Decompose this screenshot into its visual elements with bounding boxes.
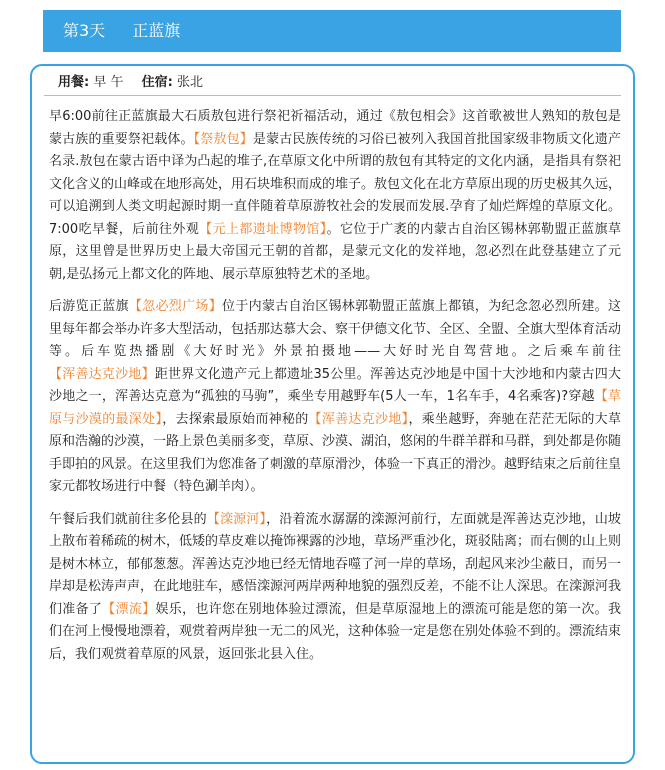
paragraph <box>49 509 621 667</box>
highlighted-attraction: 【忽必烈广场】 <box>128 299 223 314</box>
stay-label: 住宿: <box>141 75 173 90</box>
stay-value: 张北 <box>176 75 203 90</box>
highlighted-attraction: 【草原与沙漠的最深处】 <box>49 389 621 427</box>
paragraph-text: 位于内蒙古自治区锡林郭勒盟正蓝旗上都镇，为纪念忽必烈所建。这里每年都会举办许多大型活动，包括那达慕大会、察干伊德文化节、全区、全盟、全旗大型体育活动等。后车览热播剧《大好时光》外景拍摄地——大好时光自驾营地。之后乘车前往 <box>49 299 622 359</box>
paragraph-text: 娱乐，也许您在别地体验过漂流，但是草原湿地上的漂流可能是您的第一次。我们在河上慢慢地漂着，观赏着两岸独一无二的风光，这种体验一定是您在别处体验不到的。漂流结束后，我们观赏着草原的风景，返回张北县入住。 <box>49 601 622 662</box>
meal-lodging-info <box>44 70 621 96</box>
meal-value: 早 午 <box>93 75 124 90</box>
highlighted-attraction: 【元上都遗址博物馆】 <box>199 221 327 237</box>
itinerary-description <box>49 106 621 676</box>
paragraph-text: 后游览正蓝旗 <box>49 299 129 314</box>
highlighted-attraction: 【浑善达克沙地】 <box>49 366 155 382</box>
paragraph-text: 是蒙古民族传统的习俗已被列入我国首批国家级非物质文化遗产名录.敖包在蒙古语中译为凸起的堆子,在草原文化中所谓的敖包有其特定的文化内涵，是指具有祭祀文化含义的山峰或在地形高处，用石块堆积而成的堆子。敖包文化在北方草原出现的历史极其久远，可以追溯到人类文明起源时期一直伴随着草原游牧社会的发展而发展.孕育了灿烂辉煌的草原文化。7:00吃早餐，后前往外观 <box>49 131 622 237</box>
day-header <box>43 10 621 52</box>
day-number: 第3天 <box>63 21 106 40</box>
highlighted-attraction: 【祭敖包】 <box>193 131 253 147</box>
itinerary-card <box>30 64 635 764</box>
paragraph-text: 距世界文化遗产元上都遗址35公里。浑善达克沙地是中国十大沙地和内蒙古四大沙地之一，浑善达克意为“孤独的马驹”，乘坐专用越野车(5人一车，1名车手，4名乘客)?穿越 <box>49 366 621 404</box>
highlighted-attraction: 【浑善达克沙地】 <box>308 411 409 427</box>
paragraph-text: 午餐后我们就前往多伦县的 <box>49 511 207 527</box>
highlighted-attraction: 【滦源河】 <box>206 511 267 527</box>
paragraph-text: ，乘坐越野，奔驰在茫茫无际的大草原和浩瀚的沙漠，一路上景色美丽多变，草原、沙漠、湖泊，悠闲的牛群羊群和马群，到处都是你随手即拍的风景。在这里我们为您准备了刺激的草原滑沙，体验一下真正的滑沙。越野结束之后前往皇家元都牧场进行中餐（特色涮羊肉）。 <box>49 411 622 494</box>
paragraph-text: ，去探索最原始而神秘的 <box>162 411 309 427</box>
paragraph <box>49 106 621 286</box>
meal-label: 用餐: <box>58 75 90 90</box>
day-destination: 正蓝旗 <box>132 21 181 40</box>
paragraph-text: 。它位于广袤的内蒙古自治区锡林郭勒盟正蓝旗草原，这里曾是世界历史上最大帝国元王朝的首都，是蒙元文化的发祥地，忽必烈在此登基建立了元朝,是弘扬元上都文化的阵地、展示草原独特艺术的圣地。 <box>49 221 621 282</box>
paragraph <box>49 296 621 499</box>
paragraph-text: 早6:00前往正蓝旗最大石质敖包进行祭祀祈福活动，通过《敖包相会》这首歌被世人熟知的敖包是蒙古族的重要祭祀载体。 <box>49 109 621 147</box>
highlighted-attraction: 【漂流】 <box>102 601 156 617</box>
paragraph-text: ，沿着流水潺潺的滦源河前行，左面就是浑善达克沙地，山坡上散布着稀疏的树木，低矮的草皮难以掩饰裸露的沙地，草场严重沙化，斑驳陆离；而右侧的山上则是树木林立，郁郁葱葱。浑善达克沙地已经无情地吞噬了河一岸的草场，刮起风来沙尘蔽日，而另一岸却是松涛声声，在此地驻车，感悟滦源河两岸两种地貌的强烈反差，不能不让人深思。在滦源河我们准备了 <box>49 511 622 617</box>
